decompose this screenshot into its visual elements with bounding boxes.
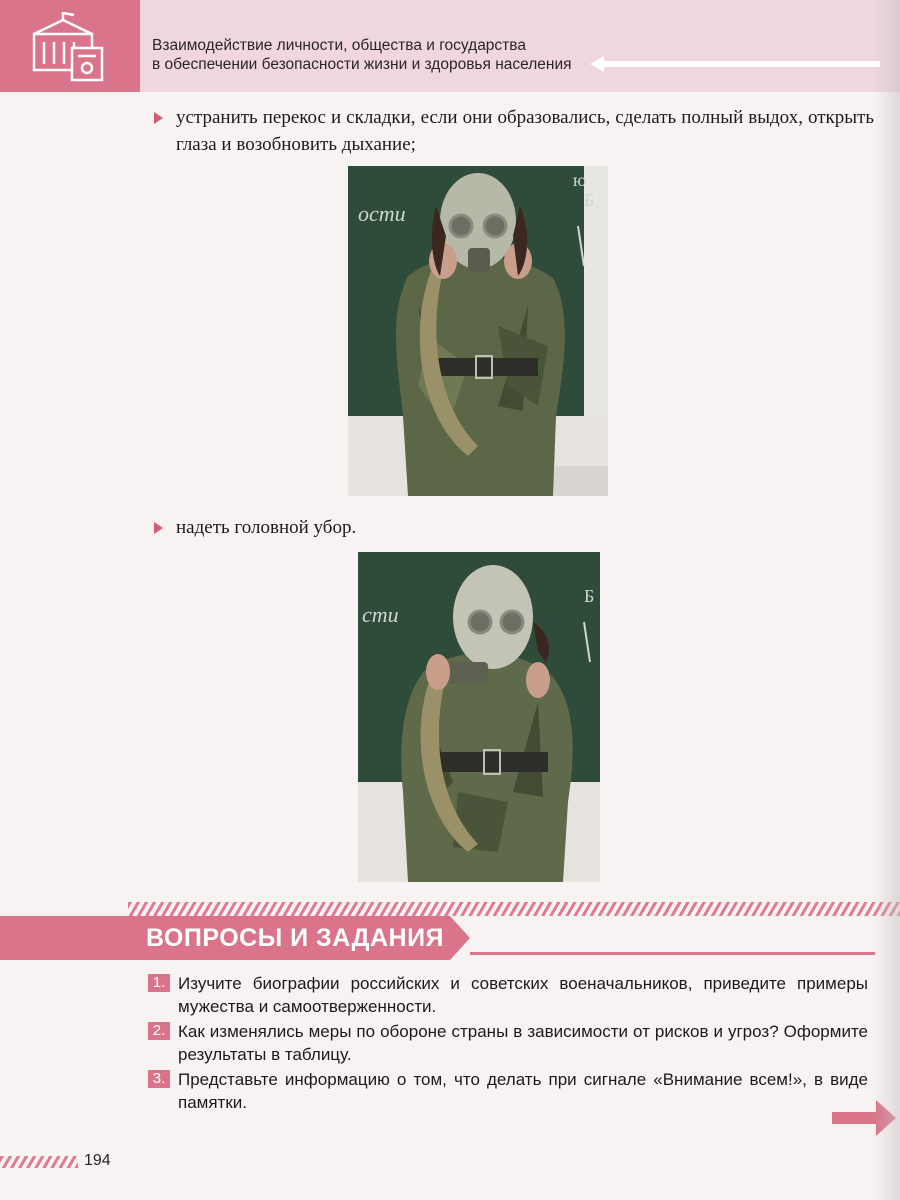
question-text: Представьте информацию о том, что делать при сигнале «Внимание всем!», в виде памятки.	[178, 1070, 868, 1112]
question-text: Как изменялись меры по обороне страны в зависимости от рисков и угроз? Оформите результаты в таблицу.	[178, 1022, 868, 1064]
question-number: 3.	[148, 1070, 170, 1088]
bullet-item	[160, 514, 874, 541]
question-item	[148, 1068, 868, 1114]
svg-text:Б: Б	[584, 586, 595, 606]
page-number: 194	[84, 1152, 111, 1169]
page-edge-shadow	[874, 0, 900, 1200]
svg-text:Б: Б	[584, 190, 595, 210]
question-item	[148, 972, 868, 1018]
header-logo	[0, 0, 140, 92]
decorative-stripe	[128, 902, 900, 916]
question-text: Изучите биографии российских и советских военачальников, приведите примеры мужества и самоотверженности.	[178, 974, 868, 1016]
bullet-text: надеть головной убор.	[176, 517, 357, 538]
section-title: ВОПРОСЫ И ЗАДАНИЯ	[146, 924, 445, 952]
triangle-bullet-icon	[154, 112, 163, 124]
header-title	[152, 36, 592, 74]
government-building-icon	[28, 12, 108, 82]
gas-mask-photo-1	[348, 166, 608, 496]
question-item	[148, 1020, 868, 1066]
section-divider	[470, 952, 875, 955]
header-title-line2: в обеспечении безопасности жизни и здоровья населения	[152, 56, 572, 73]
gas-mask-photo-2	[358, 552, 600, 882]
arrow-left-icon	[590, 56, 880, 72]
question-number: 2.	[148, 1022, 170, 1040]
header-title-line1: Взаимодействие личности, общества и государства	[152, 37, 526, 54]
triangle-bullet-icon	[154, 522, 163, 534]
question-number: 1.	[148, 974, 170, 992]
svg-text:ости: ости	[358, 201, 406, 226]
svg-text:сти: сти	[362, 602, 399, 627]
footer-stripe	[0, 1156, 78, 1168]
bullet-item	[160, 104, 874, 158]
bullet-text: устранить перекос и складки, если они образовались, сделать полный выдох, открыть глаза и возобновить дыхание;	[176, 107, 874, 155]
svg-text:ю: ю	[573, 170, 587, 190]
